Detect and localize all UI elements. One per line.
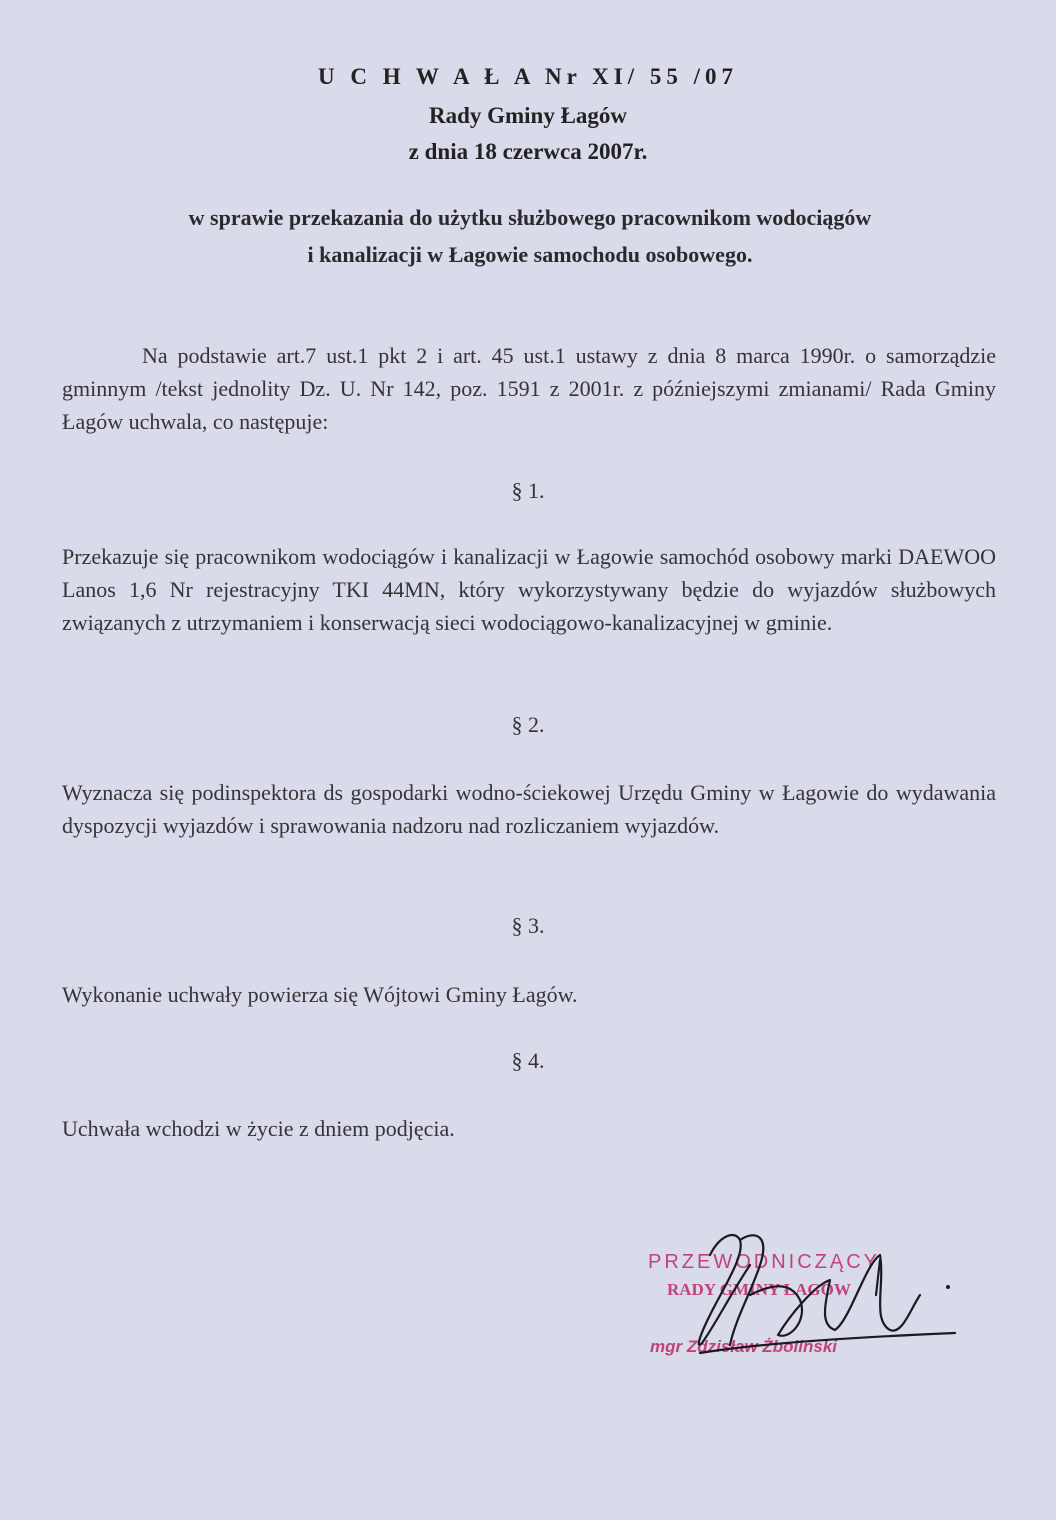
signature-stamp: [640, 1225, 960, 1385]
section-1-mark: § 1.: [511, 478, 545, 503]
subject-line-2: i kanalizacji w Łagowie samochodu osobowego.: [307, 242, 753, 267]
stamp-title: PRZEWODNICZĄCY: [648, 1251, 880, 1273]
subject-line-1: w sprawie przekazania do użytku służbowego pracownikom wodociągów: [188, 205, 872, 230]
preamble-paragraph: Na podstawie art.7 ust.1 pkt 2 i art. 45 ust.1 ustawy z dnia 8 marca 1990r. o samorządzie gminnym /tekst jednolity Dz. U. Nr 142, poz. 1591 z 2001r. z późniejszymi zmianami/ Rada Gminy Łagów uchwala, co następuje:: [62, 343, 996, 434]
council-name: Rady Gminy Łagów: [428, 103, 628, 128]
section-1-text: Przekazuje się pracownikom wodociągów i kanalizacji w Łagowie samochód osobowy marki DAEWOO Lanos 1,6 Nr rejestracyjny TKI 44MN, który wykorzystywany będzie do wyjazdów służbowych związanych z utrzymaniem i konserwacją sieci wodociągowo-kanalizacyjnej w gminie.: [62, 544, 996, 635]
section-2-mark: § 2.: [511, 712, 545, 737]
stamp-name: mgr Zdzisław Żboliński: [650, 1337, 838, 1356]
section-3-text: Wykonanie uchwały powierza się Wójtowi Gminy Łagów.: [62, 982, 578, 1007]
section-4-text: Uchwała wchodzi w życie z dniem podjęcia.: [62, 1116, 455, 1141]
resolution-title: U C H W A Ł A Nr XI/ 55 /07: [317, 64, 738, 89]
section-3-mark: § 3.: [511, 913, 545, 938]
stamp-organization: RADY GMINY ŁAGÓW: [667, 1280, 851, 1299]
section-2-text: Wyznacza się podinspektora ds gospodarki wodno-ściekowej Urzędu Gminy w Łagowie do wydawania dyspozycji wyjazdów i sprawowania nadzoru nad rozliczaniem wyjazdów.: [62, 780, 996, 838]
handwritten-signature-icon: [640, 1225, 960, 1385]
resolution-date: z dnia 18 czerwca 2007r.: [408, 139, 648, 164]
section-4-mark: § 4.: [511, 1048, 545, 1073]
resolution-subject: [60, 199, 1000, 273]
